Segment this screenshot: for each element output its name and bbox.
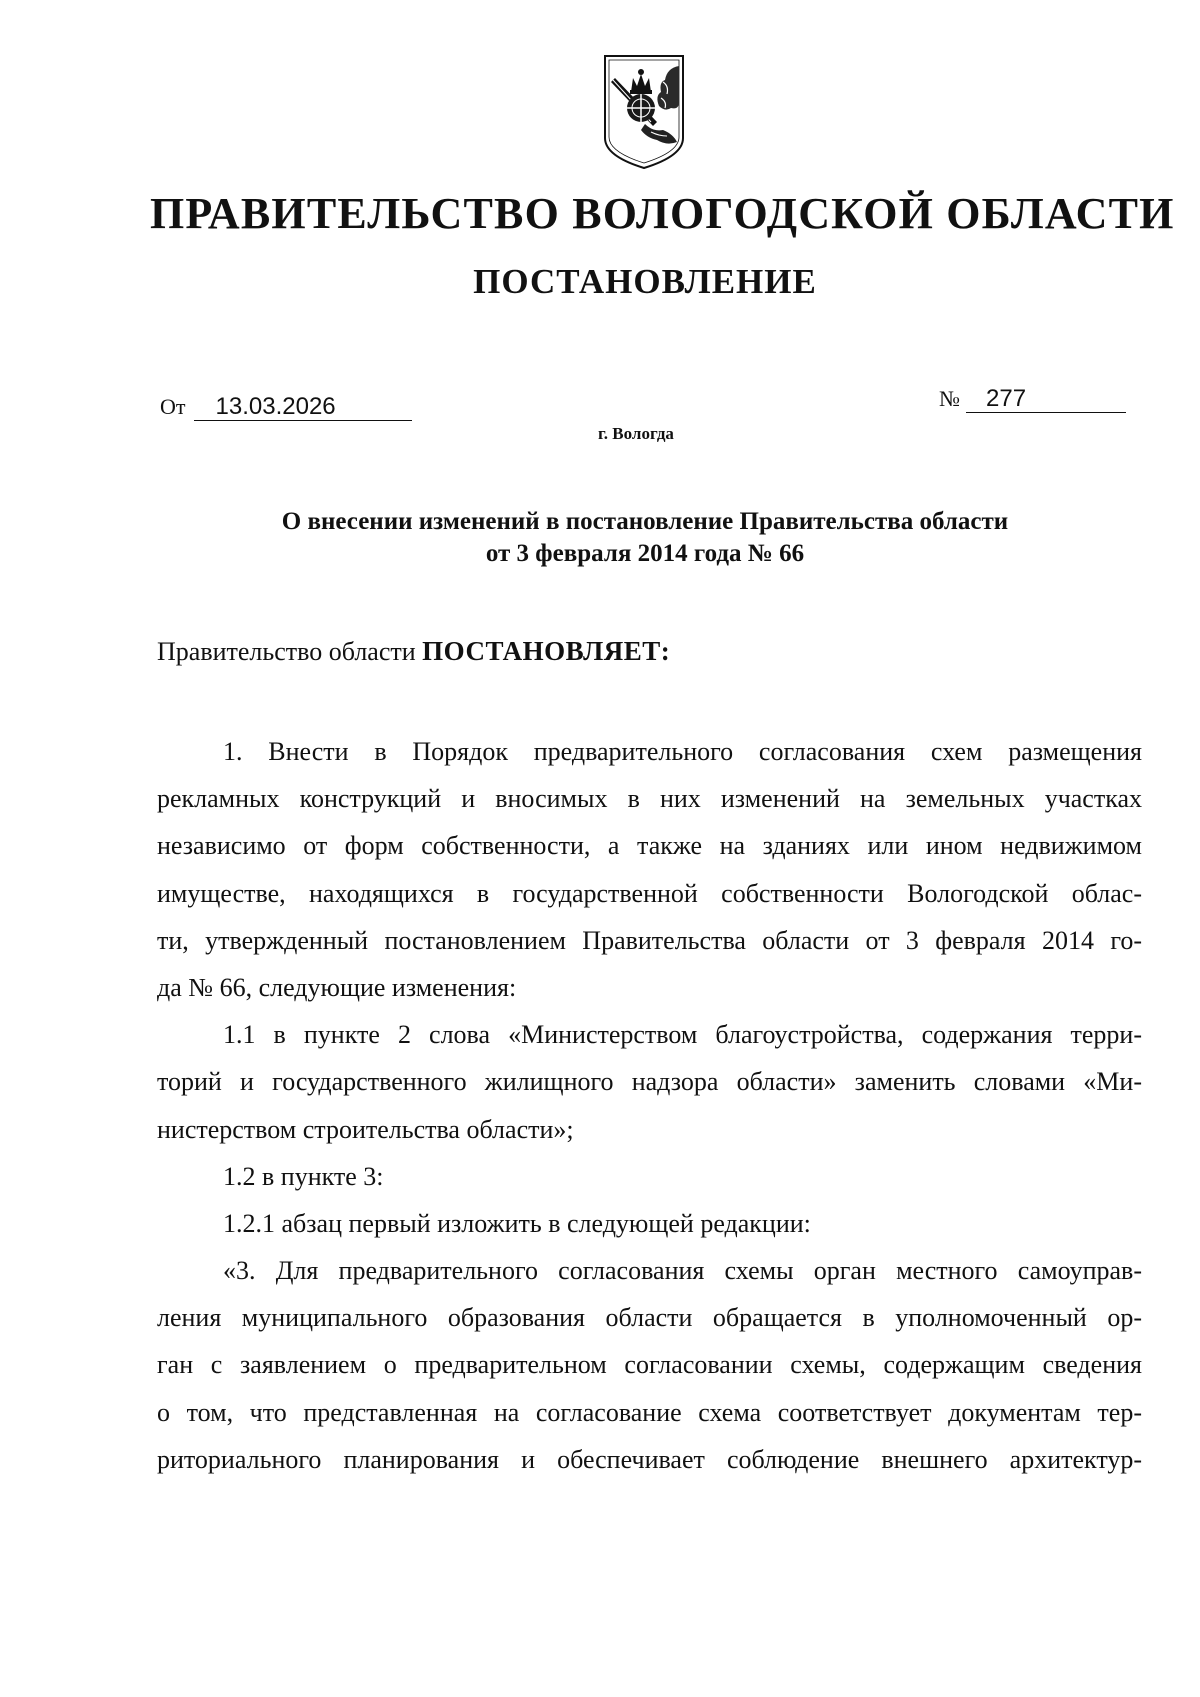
subject-line: от 3 февраля 2014 года № 66 [485, 540, 805, 567]
body-line: ган с заявлением о предварительном согласовании схемы, содержащим сведения [157, 1350, 1142, 1380]
document-subject [150, 506, 1140, 570]
body-line: ления муниципального образования области обращается в уполномоченный ор- [157, 1303, 1142, 1333]
body-line: независимо от форм собственности, а также на зданиях или ином недвижимом [157, 831, 1142, 861]
body-line: ти, утвержденный постановлением Правительства области от 3 февраля 2014 го- [157, 925, 1142, 955]
body-line: имуществе, находящихся в государственной собственности Вологодской облас- [157, 878, 1142, 908]
subject-line: О внесении изменений в постановление Правительства области [281, 508, 1009, 535]
body-line: 1.2 в пункте 3: [223, 1161, 384, 1191]
document-number [939, 386, 1126, 413]
city-name: г. Вологда [598, 424, 674, 443]
document-type: ПОСТАНОВЛЕНИЕ [473, 262, 817, 301]
organization-title: ПРАВИТЕЛЬСТВО ВОЛОГОДСКОЙ ОБЛАСТИ [150, 189, 1175, 238]
body-line: «3. Для предварительного согласования схемы орган местного самоуправ- [223, 1256, 1142, 1286]
body-line: да № 66, следующие изменения: [157, 972, 517, 1002]
body-line: рекламных конструкций и вносимых в них изменений на земельных участках [157, 784, 1142, 814]
body-line: 1.1 в пункте 2 слова «Министерством благоустройства, содержания терри- [223, 1020, 1142, 1050]
date-value: 13.03.2026 [194, 394, 412, 421]
body-line: торий и государственного жилищного надзора области» заменить словами «Ми- [157, 1067, 1142, 1097]
body-line: 1. Внести в Порядок предварительного согласования схем размещения [223, 737, 1142, 766]
preamble [157, 636, 670, 667]
preamble-text: Правительство области [157, 637, 423, 666]
body-line: о том, что представленная на согласование схема соответствует документам тер- [157, 1397, 1142, 1427]
body-line: 1.2.1 абзац первый изложить в следующей редакции: [223, 1208, 811, 1238]
preamble-decree-word: ПОСТАНОВЛЯЕТ: [422, 636, 671, 666]
document-date [160, 394, 412, 421]
body-line: нистерством строительства области»; [157, 1114, 574, 1144]
vologda-coat-of-arms-icon [601, 52, 687, 172]
body-line: риториального планирования и обеспечивает соблюдение внешнего архитектур- [157, 1444, 1142, 1474]
date-label: От [160, 394, 186, 419]
number-value: 277 [966, 386, 1126, 413]
document-body [157, 728, 1142, 1483]
number-label: № [939, 386, 960, 411]
